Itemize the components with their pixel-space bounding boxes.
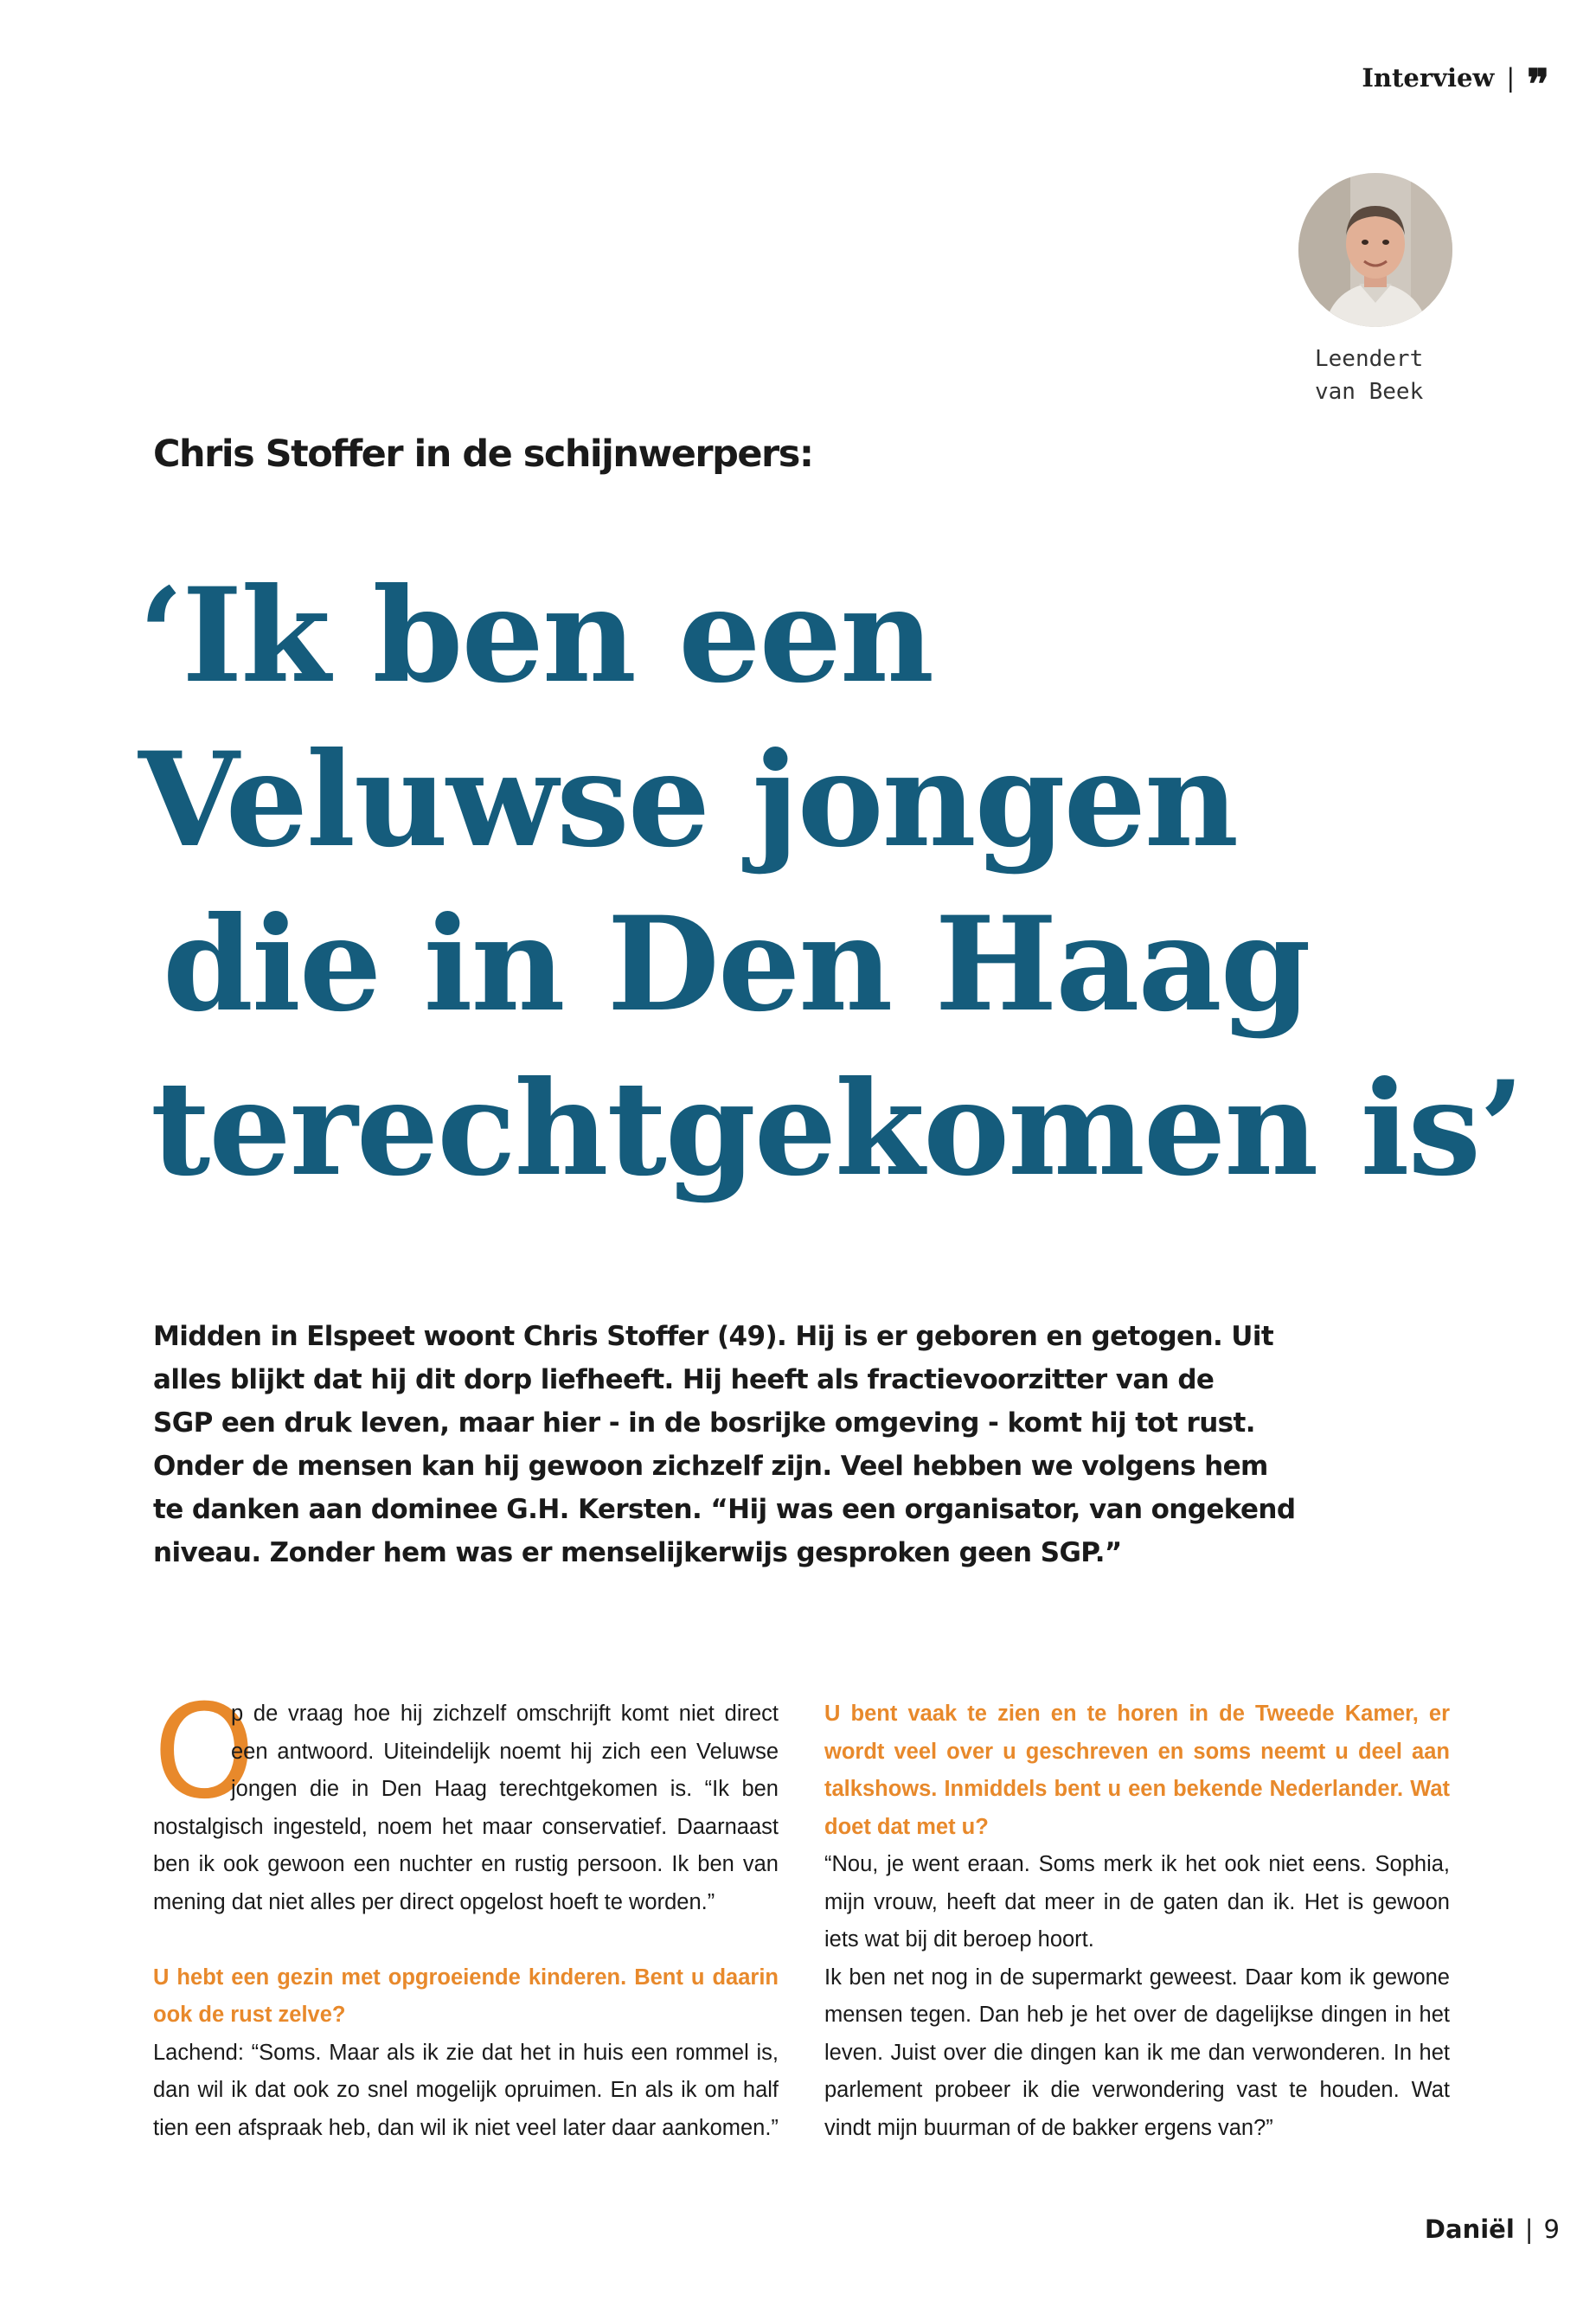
intro-line: Onder de mensen kan hij gewoon zichzelf zijn. Veel hebben we volgens hem <box>153 1451 1268 1482</box>
headline-line-3: die in Den Haag <box>163 888 1310 1041</box>
body-paragraph: Lachend: “Soms. Maar als ik zie dat het in huis een rommel is, dan wil ik dat ook zo snel mogelijk opruimen. En als ik om half tien een afspraak heb, dan wil ik niet veel later daar aankomen.” <box>153 2040 779 2140</box>
author-first-name: Leendert <box>1315 346 1424 372</box>
kicker: Chris Stoffer in de schijnwerpers: <box>153 433 813 476</box>
intro-line: Midden in Elspeet woont Chris Stoffer (49). Hij is er geboren en getogen. Uit <box>153 1321 1274 1352</box>
intro-line: alles blijkt dat hij dit dorp liefheeft. Hij heeft als fractievoorzitter van de <box>153 1364 1215 1395</box>
author-name <box>1315 343 1462 408</box>
drop-cap: O <box>153 1677 256 1828</box>
body-paragraph: p de vraag hoe hij zichzelf omschrijft komt niet direct een antwoord. Uiteindelijk noemt hij zich een Veluwse jongen die in Den Haag terechtgekomen is. “Ik ben nostalgisch ingesteld, noem het maar conservatief. Daarnaast ben ik ook gewoon een nuchter en rustig persoon. Ik ben van mening dat niet alles per direct opgelost hoeft te worden.” <box>153 1702 779 1914</box>
intro-paragraph <box>153 1315 1296 1574</box>
intro-line: te danken aan dominee G.H. Kersten. “Hij was een organisator, van ongekend <box>153 1494 1296 1525</box>
page-footer <box>1425 2214 1560 2244</box>
section-label: Interview <box>1362 63 1495 93</box>
footer-separator: | <box>1524 2214 1534 2244</box>
magazine-name: Daniël <box>1424 2214 1515 2244</box>
body-paragraph: Ik ben net nog in de supermarkt geweest. Daar kom ik gewone mensen tegen. Dan heb je het over de dagelijkse dingen in het leven. Juist over die dingen kan ik me dan verwonderen. In het parlement probeer ik die verwondering vast te houden. Wat vindt mijn buurman of de bakker ergens van?” <box>824 1965 1450 2140</box>
author-last-name: van Beek <box>1315 379 1424 405</box>
body-paragraph: “Nou, je went eraan. Soms merk ik het ook niet eens. Sophia, mijn vrouw, heeft dat meer in de gaten dan ik. Het is gewoon iets wat bij dit beroep hoort. <box>824 1852 1450 1952</box>
quote-icon: ❞ <box>1527 61 1549 109</box>
right-column <box>824 1695 1450 2147</box>
intro-line: SGP een druk leven, maar hier - in de bosrijke omgeving - komt hij tot rust. <box>153 1407 1255 1439</box>
page-number: 9 <box>1543 2214 1560 2244</box>
headline-line-4: terechtgekomen is’ <box>151 1053 1523 1205</box>
interview-question: U bent vaak te zien en te horen in de Tweede Kamer, er wordt veel over u geschreven en soms neemt u deel aan talkshows. Inmiddels bent u een bekende Nederlander. Wat doet dat met u? <box>824 1702 1450 1839</box>
header-separator: | <box>1506 63 1516 93</box>
intro-line: niveau. Zonder hem was er menselijkerwijs gesproken geen SGP.” <box>153 1537 1122 1568</box>
author-photo <box>1298 173 1452 327</box>
section-header <box>1362 57 1549 109</box>
opening-paragraph <box>153 1677 779 1921</box>
headline <box>138 554 1522 1211</box>
left-column <box>153 1677 779 2147</box>
headline-line-2: Veluwse jongen <box>138 724 1238 876</box>
interview-question: U hebt een gezin met opgroeiende kinderen. Bent u daarin ook de rust zelve? <box>153 1965 779 2027</box>
headline-line-1: ‘Ik ben een <box>138 560 933 712</box>
